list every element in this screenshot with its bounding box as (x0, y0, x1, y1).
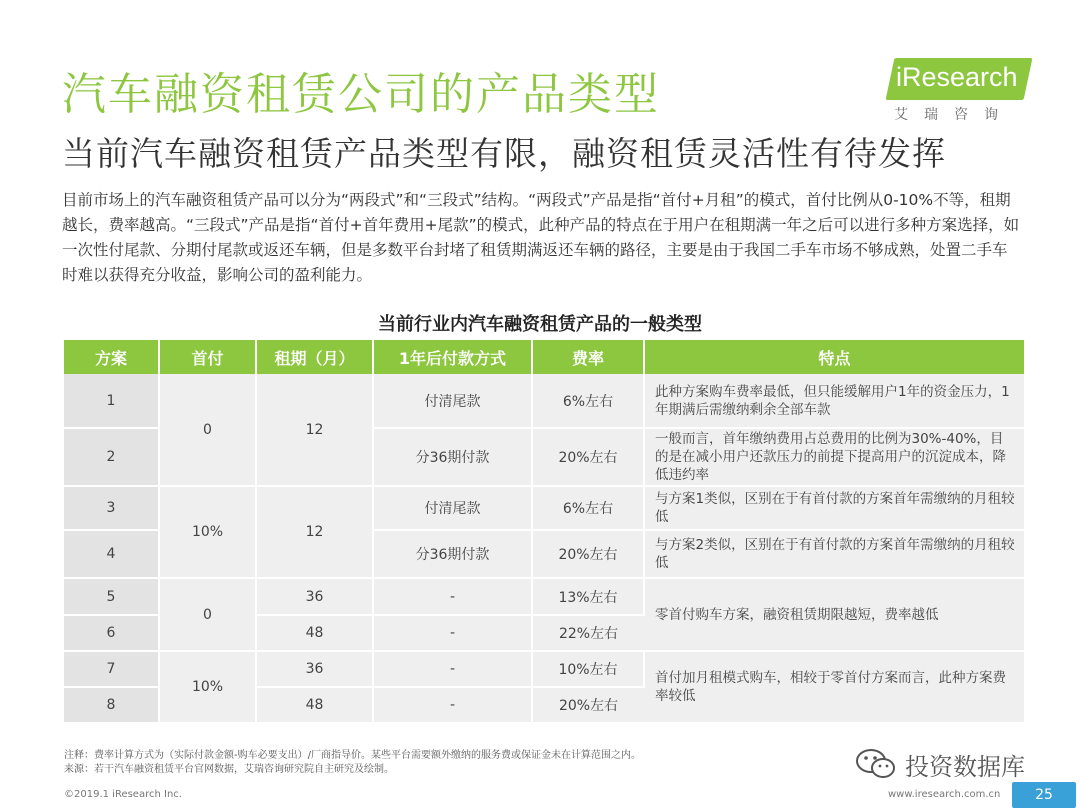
table-row (64, 374, 1024, 428)
rate-cell: 6%左右 (532, 374, 644, 428)
plan-cell: 1 (64, 374, 159, 428)
page-subtitle: 当前汽车融资租赁产品类型有限，融资租赁灵活性有待发挥 (62, 134, 946, 173)
term-cell: 48 (256, 615, 373, 651)
header-rate: 费率 (532, 340, 644, 374)
note-text: 注释：费率计算方式为（实际付款金额-购车必要支出）/厂商指导价。某些平台需要额外缴纳的服务费或保证金未在计算范围之内。 (64, 750, 641, 761)
down-payment-cell: 10% (159, 486, 256, 578)
term-cell: 12 (256, 374, 373, 486)
header-plan: 方案 (64, 340, 159, 374)
plan-cell: 3 (64, 486, 159, 530)
term-cell: 36 (256, 651, 373, 687)
plan-cell: 7 (64, 651, 159, 687)
plan-cell: 6 (64, 615, 159, 651)
feature-cell: 与方案1类似，区别在于有首付款的方案首年需缴纳的月租较低 (644, 486, 1024, 530)
source-text: 来源：若干汽车融资租赁平台官网数据，艾瑞咨询研究院自主研究及绘制。 (64, 764, 394, 775)
table-row (64, 651, 1024, 687)
logo-text: iResearch (896, 62, 1018, 92)
header-down-payment: 首付 (159, 340, 256, 374)
plan-cell: 5 (64, 578, 159, 615)
table-row (64, 486, 1024, 530)
copyright-text: ©2019.1 iResearch Inc. (64, 789, 182, 800)
notes-block (64, 749, 641, 777)
table-header-row (64, 340, 1024, 374)
plan-cell: 4 (64, 530, 159, 578)
rate-cell: 20%左右 (532, 530, 644, 578)
plan-cell: 8 (64, 687, 159, 723)
term-cell: 12 (256, 486, 373, 578)
intro-paragraph: 目前市场上的汽车融资租赁产品可以分为“两段式”和“三段式”结构。“两段式”产品是指“首付+月租”的模式，首付比例从0-10%不等，租期越长，费率越高。“三段式”产品是指“首付+首年费用+尾款”的模式，此种产品的特点在于用户在租期满一年之后可以进行多种方案选择，如一次性付尾款、分期付尾款或返还车辆，但是多数平台封堵了租赁期满返还车辆的路径，主要是由于我国二手车市场不够成熟，处置二手车时难以获得充分收益，影响公司的盈利能力。 (62, 191, 1020, 284)
feature-cell: 此种方案购车费率最低，但只能缓解用户1年的资金压力，1年期满后需缴纳剩余全部车款 (644, 374, 1024, 428)
plan-cell: 2 (64, 428, 159, 486)
down-payment-cell: 10% (159, 651, 256, 723)
header-payment-method: 1年后付款方式 (373, 340, 532, 374)
payment-method-cell: - (373, 651, 532, 687)
header-feature: 特点 (644, 340, 1024, 374)
table-title: 当前行业内汽车融资租赁产品的一般类型 (378, 314, 702, 335)
feature-cell: 首付加月租模式购车，相较于零首付方案而言，此种方案费率较低 (644, 651, 1024, 723)
payment-method-cell: 付清尾款 (373, 374, 532, 428)
down-payment-cell: 0 (159, 578, 256, 651)
logo-cn-text: 艾瑞咨询 (894, 107, 1014, 123)
rate-cell: 6%左右 (532, 486, 644, 530)
payment-method-cell: - (373, 615, 532, 651)
wechat-icon (855, 748, 897, 780)
payment-method-cell: 付清尾款 (373, 486, 532, 530)
feature-cell: 与方案2类似，区别在于有首付款的方案首年需缴纳的月租较低 (644, 530, 1024, 578)
feature-cell: 一般而言，首年缴纳费用占总费用的比例为30%-40%，目的是在减小用户还款压力的前提下提高用户的沉淀成本，降低违约率 (644, 428, 1024, 486)
iresearch-logo (890, 58, 1030, 128)
page-title: 汽车融资租赁公司的产品类型 (62, 69, 660, 120)
payment-method-cell: - (373, 687, 532, 723)
table-row (64, 578, 1024, 615)
wechat-watermark (855, 744, 1025, 784)
payment-method-cell: - (373, 578, 532, 615)
rate-cell: 13%左右 (532, 578, 644, 615)
website-link[interactable]: www.iresearch.com.cn (888, 789, 1001, 800)
rate-cell: 20%左右 (532, 687, 644, 723)
rate-cell: 10%左右 (532, 651, 644, 687)
feature-cell: 零首付购车方案，融资租赁期限越短，费率越低 (644, 578, 1024, 651)
rate-cell: 22%左右 (532, 615, 644, 651)
payment-method-cell: 分36期付款 (373, 428, 532, 486)
rate-cell: 20%左右 (532, 428, 644, 486)
header-term: 租期（月） (256, 340, 373, 374)
down-payment-cell: 0 (159, 374, 256, 486)
product-type-table (64, 340, 1024, 724)
watermark-text: 投资数据库 (905, 752, 1025, 781)
page-number: 25 (1012, 782, 1076, 808)
term-cell: 48 (256, 687, 373, 723)
payment-method-cell: 分36期付款 (373, 530, 532, 578)
term-cell: 36 (256, 578, 373, 615)
